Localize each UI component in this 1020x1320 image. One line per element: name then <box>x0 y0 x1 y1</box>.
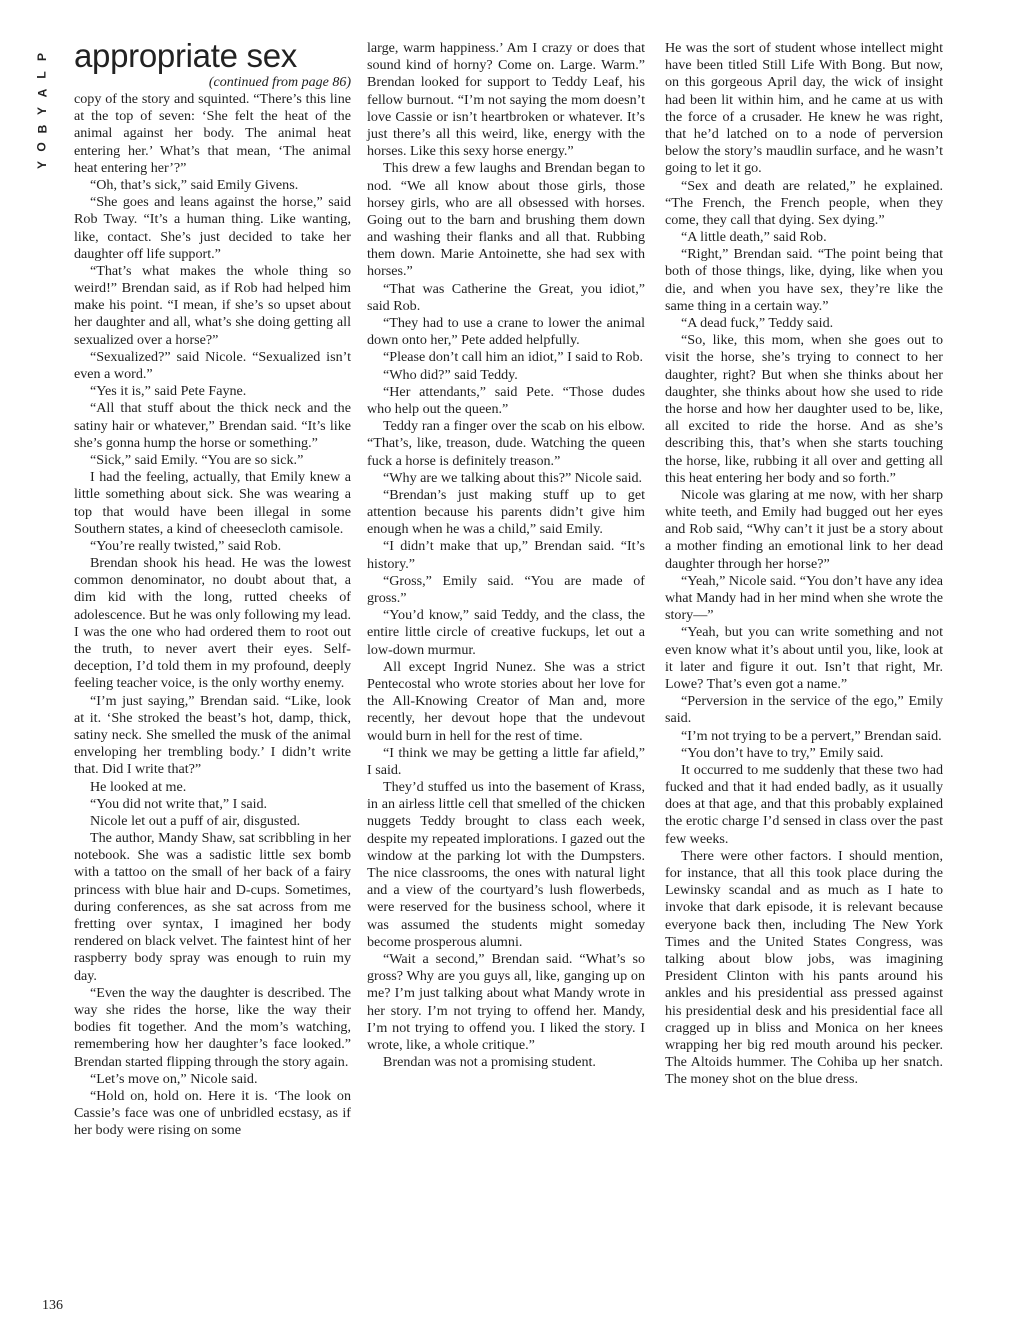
paragraph: “I’m just saying,” Brendan said. “Like, look at it. ‘She stroked the beast’s hot, damp, thick, satiny neck. She smelled the musk of the animal enveloping her trembling body.’ I didn’t write that. Did I write that?” <box>74 692 351 778</box>
paragraph: I had the feeling, actually, that Emily knew a little something about sick. She was wearing a top that would have been illegal in some Southern states, a kind of cheesecloth camisole. <box>74 469 351 537</box>
paragraph: “Sex and death are related,” he explained. “The French, the French people, when they come, they call that dying. Sex dying.” <box>665 177 943 228</box>
paragraph: “Who did?” said Teddy. <box>383 366 518 383</box>
paragraph: “A little death,” said Rob. <box>681 229 827 246</box>
paragraph: “You’re really twisted,” said Rob. <box>90 537 282 554</box>
paragraph: “She goes and leans against the horse,” said Rob Tway. “It’s a human thing. Like wanting, like, contact. She’s just decided to take her daughter off life support.” <box>74 194 351 262</box>
magazine-label-letter: L <box>35 71 49 79</box>
paragraph: “That was Catherine the Great, you idiot,” said Rob. <box>367 280 645 314</box>
paragraph: He was the sort of student whose intellect might have been titled Still Life With Bong. But now, on this gorgeous April day, the wick of insight had been lit within him, and he came at us with the force of a crusader. He knew he was right, that he’d latched on to a node of perversion below the story’s maudlin surface, and he wasn’t going to let it go. <box>665 40 943 177</box>
text-column-2 <box>367 40 645 1071</box>
continued-note: (continued from page 86) <box>208 75 351 90</box>
paragraph: Brendan was not a promising student. <box>383 1054 596 1071</box>
paragraph: “So, like, this mom, when she goes out to visit the horse, she’s trying to connect to her daughter, right? But when she thinks about her daughter, she thinks about how she used to ride the horse and how her daughter used to be, like, all excited to ride the horse. And as she’s describing this, that’s when she starts touching the horse, like, rubbing it all over and getting all this heat entering her body and so forth.” <box>665 332 943 486</box>
paragraph: “Hold on, hold on. Here it is. ‘The look on Cassie’s face was one of unbridled ecstasy, as if her body were rising on some <box>74 1087 351 1139</box>
paragraph: “You don’t have to try,” Emily said. <box>681 744 884 761</box>
page-number: 136 <box>42 1298 63 1313</box>
magazine-label-letter: A <box>34 88 49 98</box>
magazine-label-letter: Y <box>34 160 49 170</box>
paragraph: “You’d know,” said Teddy, and the class, the entire little circle of creative fuckups, let out a low-down murmur. <box>367 607 645 658</box>
paragraph: “I didn’t make that up,” Brendan said. “It’s history.” <box>367 538 645 572</box>
paragraph: “All that stuff about the thick neck and the satiny hair or whatever,” Brendan said. “It’s like she’s gonna hump the horse or something.” <box>74 400 351 451</box>
paragraph: Nicole let out a puff of air, disgusted. <box>90 812 301 829</box>
paragraph: “Please don’t call him an idiot,” I said to Rob. <box>383 349 644 366</box>
magazine-label-letter: Y <box>34 106 49 116</box>
paragraph: “Wait a second,” Brendan said. “What’s so gross? Why are you guys all, like, ganging up on me? I’m just talking about what Mandy wrote in her story. I’m not trying to offend her. Mandy, I’m not trying to offend you. I liked the story. I wrote, like, a whole critique.” <box>367 950 645 1053</box>
paragraph: “Yes it is,” said Pete Fayne. <box>90 383 247 400</box>
paragraph: “Yeah,” Nicole said. “You don’t have any idea what Mandy had in her mind when she wrote the story—” <box>665 572 943 624</box>
magazine-label-letter: P <box>34 52 49 62</box>
text-column-1 <box>74 91 351 1139</box>
paragraph: Teddy ran a finger over the scab on his elbow. “That’s, like, treason, dude. Watching the queen fuck a horse is definitely treason.” <box>367 418 645 469</box>
magazine-label-letter: O <box>35 142 49 152</box>
paragraph: It occurred to me suddenly that these two had fucked and that it had ended badly, as it usually does at that age, and that this probably explained the erotic charge I’d sensed in class over the past few weeks. <box>665 761 943 847</box>
paragraph: They’d stuffed us into the basement of Krass, in an airless little cell that smelled of the chicken nuggets Teddy brought to class each week, despite my repeated implorations. I gazed out the window at the parking lot with the Dumpsters. The nice classrooms, the ones with natural light and a view of the courtyard’s lush flowerbeds, were reserved for the business school, where it was assumed the students might someday become prosperous alumni. <box>367 779 645 950</box>
paragraph: “Why are we talking about this?” Nicole said. <box>383 469 643 486</box>
paragraph: The author, Mandy Shaw, sat scribbling in her notebook. She was a sadistic little sex bomb with a tattoo on the small of her back of a fairy princess with blue hair and D-cups. Sometimes, during conferences, as she sat across from me fretting over syntax, I imagined her body rendered on black velvet. The faintest hint of her raspberry body spray was enough to ruin my day. <box>74 830 351 984</box>
paragraph: He looked at me. <box>90 778 187 795</box>
paragraph: This drew a few laughs and Brendan began to nod. “We all know about those girls, those horsey girls, who are all obsessed with horses. Going out to the barn and brushing them down and washing their flanks and all that. Rubbing them down. Marie Antoinette, she had sex with horses.” <box>367 160 645 280</box>
paragraph: “Perversion in the service of the ego,” Emily said. <box>665 693 943 727</box>
paragraph: “That’s what makes the whole thing so weird!” Brendan said, as if Rob had helped him make his point. “I mean, if she’s so upset about her daughter and all, what’s she doing getting all sexualized over a horse?” <box>74 262 351 348</box>
paragraph: “Sick,” said Emily. “You are so sick.” <box>90 451 304 468</box>
paragraph: large, warm happiness.’ Am I crazy or does that sound kind of horny? Come on. Large. Warm.” Brendan looked for support to Teddy Leaf, his fellow burnout. “I’m not saying the mom doesn’t love Cassie or isn’t heartbroken or whatever. It’s just there’s all this weird, like, energy with the horses. Like this sexy horse energy.” <box>367 40 645 160</box>
paragraph: “You did not write that,” I said. <box>90 795 268 812</box>
paragraph: “They had to use a crane to lower the animal down onto her,” Pete added helpfully. <box>367 315 645 349</box>
paragraph: “Let’s move on,” Nicole said. <box>90 1070 258 1087</box>
paragraph: Nicole was glaring at me now, with her sharp white teeth, and Emily had bugged out her eyes and Rob said, “Why can’t it just be a story about a mother finding an emotional link to her dead daughter through her horse?” <box>665 486 943 572</box>
magazine-label-letter: B <box>34 124 49 134</box>
paragraph: “I’m not trying to be a pervert,” Brendan said. <box>681 727 942 744</box>
paragraph: “Yeah, but you can write something and not even know what it’s about until you, like, look at it later and figure it out. Isn’t that right, Mr. Lowe? That’s even got a name.” <box>665 624 943 692</box>
paragraph: “Gross,” Emily said. “You are made of gross.” <box>367 572 645 606</box>
paragraph: There were other factors. I should mention, for instance, that all this took place during the Lewinsky scandal and as much as I hate to invoke that dark episode, it is relevant because everyone back then, including The New York Times and the United States Congress, was talking about blow jobs, was imagining President Clinton with his pants around his ankles and his presidential ass pressed against his presidential desk and his presidential face all cragged up in bliss and Monica on her knees wrapping her big red mouth around his pecker. The Altoids hummer. The Cohiba up her snatch. The money shot on the blue dress. <box>665 847 943 1088</box>
paragraph: “Right,” Brendan said. “The point being that both of those things, like, dying, like when you die, and when you have sex, they’re like the same thing in a certain way.” <box>665 246 943 314</box>
paragraph: Brendan shook his head. He was the lowest common denominator, no doubt about that, a dim kid with the long, rutted cheeks of adolescence. But he was only following my lead. I was the one who had ordered them to root out the truth, to never avert their eyes. Self-deception, I’d told them in my profound, deeply feeling teacher voice, is the only worthy enemy. <box>74 555 351 692</box>
paragraph: “Oh, that’s sick,” said Emily Givens. <box>90 176 299 193</box>
paragraph: “Sexualized?” said Nicole. “Sexualized isn’t even a word.” <box>74 348 351 382</box>
paragraph: “Brendan’s just making stuff up to get attention because his parents didn’t give him enough when he was a child,” said Emily. <box>367 486 645 538</box>
paragraph: “I think we may be getting a little far afield,” I said. <box>367 744 645 778</box>
text-column-3 <box>665 40 943 1088</box>
paragraph: “Even the way the daughter is described. The way she rides the horse, like the way their bodies fit together. And the mom’s watching, remembering how her daughter’s face looked.” Brendan started flipping through the story again. <box>74 984 351 1070</box>
magazine-label <box>30 48 54 174</box>
paragraph: “Her attendants,” said Pete. “Those dudes who help out the queen.” <box>367 383 645 417</box>
article-title: appropriate sex <box>74 37 297 74</box>
paragraph: All except Ingrid Nunez. She was a strict Pentecostal who wrote stories about her love for the All-Knowing Creator of Man and, more recently, her devout hope that the undevout would burn in hell for the rest of time. <box>367 658 645 744</box>
paragraph: “A dead fuck,” Teddy said. <box>681 315 834 331</box>
paragraph: copy of the story and squinted. “There’s this line at the top of seven: ‘She felt the heat of the animal against her body. The animal heat entering her.’ What’s that mean, ‘The animal heat entering her’?” <box>74 91 351 176</box>
